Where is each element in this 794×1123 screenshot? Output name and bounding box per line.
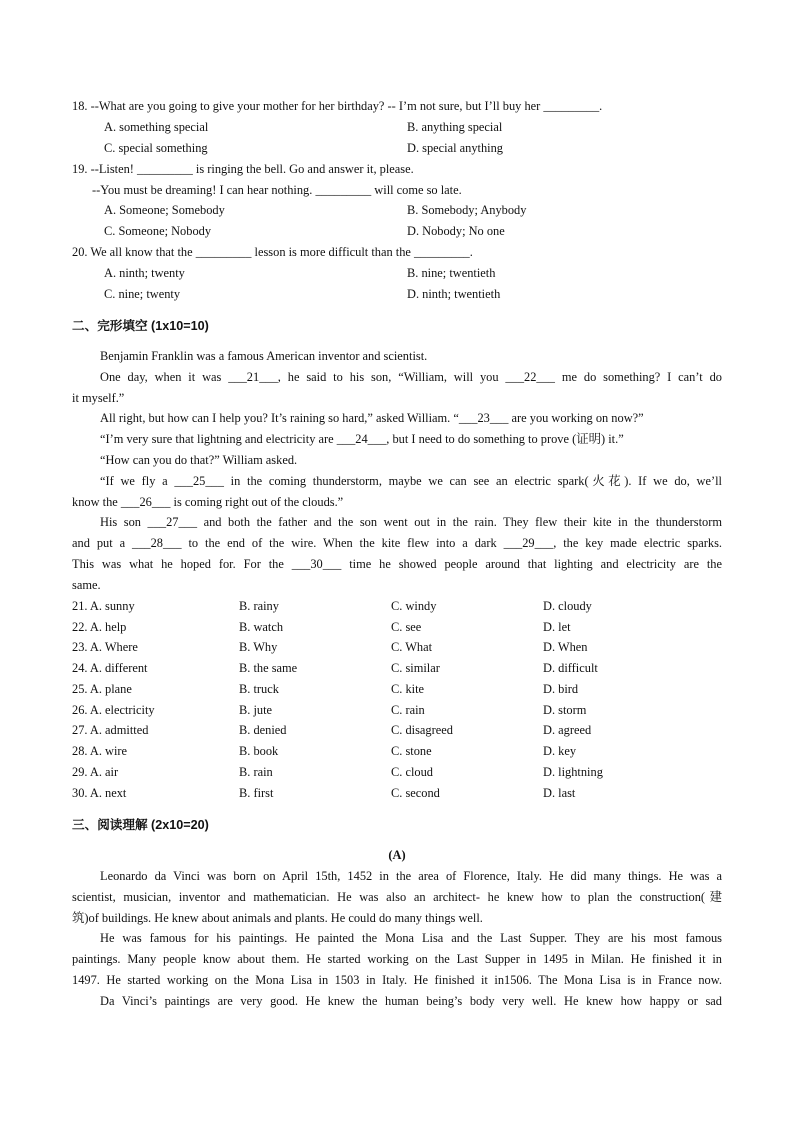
cloze-paragraph-line: “How can you do that?” William asked. [100,453,298,467]
cloze-option: B. truck [239,682,279,696]
cloze-option: C. disagreed [391,723,453,737]
reading-paragraph-line: Leonardo da Vinci was born on April 15th, 1452 in the area of Florence, Italy. He did many things. He was a [100,869,722,883]
cloze-option: C. What [391,640,433,654]
question-19-option-d: D. Nobody; No one [407,224,505,238]
cloze-option: B. rain [239,765,273,779]
question-19-stem: 19. --Listen! _________ is ringing the bell. Go and answer it, please. [72,162,414,176]
section-2-title: 二、完形填空 (1x10=10) [72,319,209,333]
question-20-option-c: C. nine; twenty [104,287,181,301]
question-20-option-b: B. nine; twentieth [407,266,496,280]
cloze-option: B. denied [239,723,287,737]
cloze-option: 26. A. electricity [72,703,155,717]
question-19-option-a: A. Someone; Somebody [104,203,225,217]
cloze-option: B. rainy [239,599,279,613]
cloze-option: 21. A. sunny [72,599,135,613]
cloze-option: 28. A. wire [72,744,128,758]
cloze-paragraph-line: One day, when it was ___21___, he said to his son, “William, will you ___22___ me do something? I can’t do [100,370,722,384]
cloze-option: 24. A. different [72,661,148,675]
section-3-title: 三、阅读理解 (2x10=20) [72,818,209,832]
cloze-option: B. watch [239,620,284,634]
cloze-paragraph-line: same. [72,578,101,592]
cloze-paragraph-line: All right, but how can I help you? It’s raining so hard,” asked William. “___23___ are you working on now?” [100,411,644,425]
cloze-option: 23. A. Where [72,640,138,654]
reading-paragraph-line: scientist, musician, inventor and mathematician. He was also an architect- he knew how to plan the construction(建 [72,890,722,904]
cloze-option: C. stone [391,744,432,758]
cloze-paragraph-line: His son ___27___ and both the father and the son went out in the rain. They flew their kite in the thunderstorm [100,515,722,529]
cloze-option: 30. A. next [72,786,127,800]
cloze-option: D. bird [543,682,579,696]
question-18-stem: 18. --What are you going to give your mother for her birthday? -- I’m not sure, but I’ll buy her _________. [72,99,603,113]
cloze-option: C. windy [391,599,437,613]
cloze-option: C. rain [391,703,425,717]
cloze-option: 27. A. admitted [72,723,149,737]
cloze-option: D. lightning [543,765,603,779]
cloze-option: C. second [391,786,440,800]
cloze-paragraph-line: “If we fly a ___25___ in the coming thunderstorm, maybe we can see an electric spark(火花). If we do, we’ll [100,474,722,488]
cloze-paragraph-line: “I’m very sure that lightning and electricity are ___24___, but I need to do something to prove (证明) it.” [100,432,624,446]
cloze-option: D. When [543,640,588,654]
cloze-option: B. the same [239,661,298,675]
question-18-option-a: A. something special [104,120,209,134]
reading-paragraph-line: He was famous for his paintings. He painted the Mona Lisa and the Last Supper. They are his most famous [100,931,722,945]
cloze-option: D. key [543,744,577,758]
cloze-option: 22. A. help [72,620,127,634]
cloze-option: D. agreed [543,723,592,737]
cloze-option: D. last [543,786,576,800]
cloze-option: 29. A. air [72,765,119,779]
cloze-option: 25. A. plane [72,682,132,696]
question-19-option-c: C. Someone; Nobody [104,224,212,238]
question-20-stem: 20. We all know that the _________ lesson is more difficult than the _________. [72,245,473,259]
question-20-option-a: A. ninth; twenty [104,266,185,280]
question-20-option-d: D. ninth; twentieth [407,287,501,301]
cloze-option: B. book [239,744,279,758]
question-19-stem-reply: --You must be dreaming! I can hear nothing. _________ will come so late. [92,183,462,197]
cloze-option: D. let [543,620,571,634]
cloze-option: D. cloudy [543,599,592,613]
question-18-option-b: B. anything special [407,120,503,134]
cloze-option: C. kite [391,682,425,696]
cloze-option: D. storm [543,703,587,717]
cloze-option: B. first [239,786,274,800]
cloze-paragraph-line: know the ___26___ is coming right out of the clouds.” [72,495,344,509]
question-18-option-c: C. special something [104,141,208,155]
cloze-paragraph-line: Benjamin Franklin was a famous American inventor and scientist. [100,349,428,363]
cloze-paragraph-line: and put a ___28___ to the end of the wire. When the kite flew into a dark ___29___, the key made electric sparks. [72,536,722,550]
reading-paragraph-line: 1497. He started working on the Mona Lisa in 1503 in Italy. He finished it in1506. The Mona Lisa is in France now. [72,973,722,987]
cloze-option: C. see [391,620,422,634]
cloze-option: C. cloud [391,765,433,779]
cloze-option: C. similar [391,661,440,675]
reading-paragraph-line: Da Vinci’s paintings are very good. He knew the human being’s body very well. He knew how happy or sad [100,994,722,1008]
passage-a-heading: (A) [388,848,406,862]
reading-paragraph-line: paintings. Many people know about them. He started working on the Last Supper in 1495 in Milan. He finished it in [72,952,722,966]
question-19-option-b: B. Somebody; Anybody [407,203,527,217]
reading-paragraph-line: 筑)of buildings. He knew about animals and plants. He could do many things well. [72,911,483,925]
question-18-option-d: D. special anything [407,141,504,155]
cloze-option: B. jute [239,703,273,717]
cloze-paragraph-line: it myself.” [72,391,125,405]
cloze-option: D. difficult [543,661,598,675]
cloze-paragraph-line: This was what he hoped for. For the ___30___ time he showed people around that lighting and electricity are the [72,557,722,571]
cloze-option: B. Why [239,640,278,654]
